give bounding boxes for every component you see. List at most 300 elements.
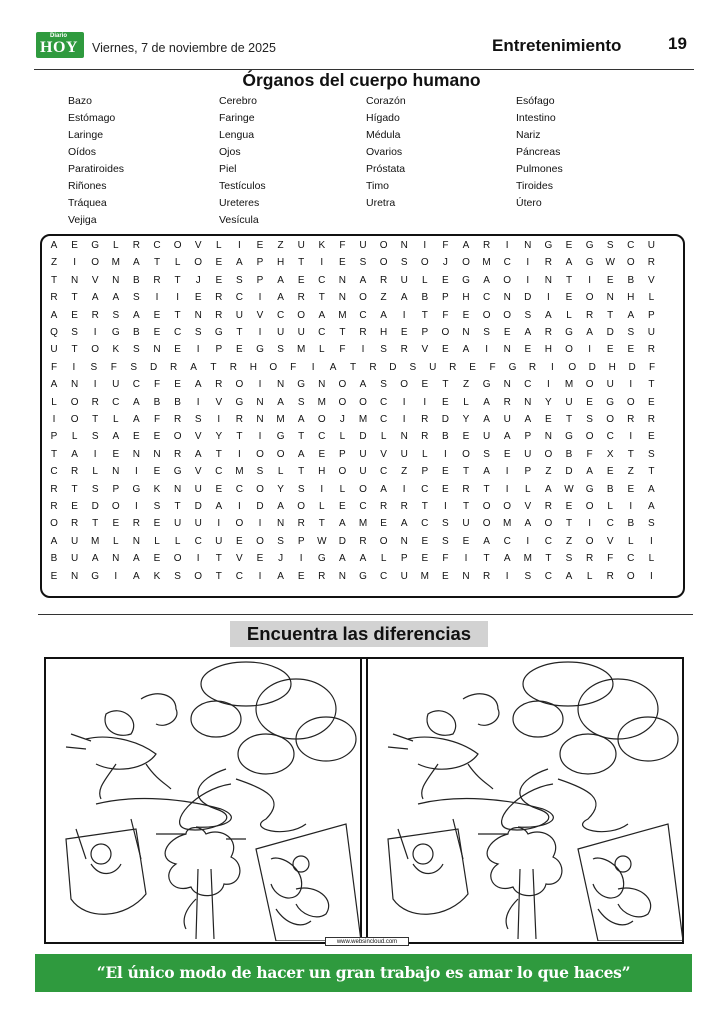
grid-letter: T <box>607 309 614 321</box>
grid-letter: A <box>133 257 140 269</box>
grid-letter: I <box>547 379 550 391</box>
grid-letter: E <box>421 535 429 547</box>
grid-letter: G <box>359 570 367 582</box>
grid-letter: E <box>153 327 161 338</box>
grid-letter: E <box>380 518 387 530</box>
grid-letter: S <box>606 240 614 251</box>
grid-letter: T <box>565 518 573 530</box>
grid-letter: T <box>565 274 573 286</box>
grid-letter: L <box>113 535 119 547</box>
grid-letter: T <box>92 518 99 530</box>
grid-letter: V <box>91 274 99 286</box>
grid-letter: M <box>564 379 574 391</box>
grid-letter: F <box>153 414 161 425</box>
grid-letter: O <box>235 518 244 530</box>
grid-letter: C <box>379 414 388 425</box>
grid-letter: R <box>379 274 388 286</box>
grid-letter: R <box>91 309 99 321</box>
grid-letter: C <box>482 292 491 304</box>
grid-letter: I <box>650 535 653 547</box>
grid-letter: O <box>256 535 264 547</box>
grid-letter: C <box>318 327 326 338</box>
grid-letter: B <box>174 396 181 408</box>
grid-letter: T <box>71 483 78 495</box>
grid-letter: J <box>442 257 448 269</box>
grid-letter: U <box>359 448 367 460</box>
grid-letter: N <box>338 274 346 286</box>
grid-letter: G <box>256 344 264 356</box>
grid-letter: T <box>153 257 161 269</box>
grid-letter: U <box>359 466 367 478</box>
spot-differences-puzzle <box>44 657 684 944</box>
grid-letter: C <box>503 535 511 547</box>
grid-letter: I <box>258 431 262 443</box>
grid-letter: E <box>421 379 429 391</box>
grid-letter: A <box>50 535 58 547</box>
grid-letter: L <box>525 483 531 495</box>
grid-letter: I <box>258 292 262 304</box>
word-list-item: Útero <box>516 197 542 209</box>
grid-letter: E <box>469 361 476 373</box>
grid-letter: E <box>627 344 635 356</box>
grid-letter: O <box>626 257 635 269</box>
grid-letter: W <box>317 535 327 547</box>
grid-letter: N <box>338 570 346 582</box>
word-list-item: Laringe <box>68 129 104 141</box>
grid-letter: A <box>359 553 367 565</box>
grid-letter: H <box>318 466 326 478</box>
grid-letter: H <box>379 327 388 338</box>
grid-letter: S <box>524 570 532 582</box>
illustration-left <box>46 659 362 941</box>
grid-letter: O <box>194 570 203 582</box>
grid-letter: R <box>91 396 99 408</box>
grid-letter: I <box>258 327 262 338</box>
grid-letter: C <box>524 379 532 391</box>
grid-letter: N <box>132 448 140 460</box>
grid-letter: U <box>112 379 120 391</box>
grid-letter: A <box>236 257 243 269</box>
grid-letter: O <box>585 379 594 391</box>
grid-letter: C <box>379 570 388 582</box>
word-list-item: Tiroides <box>516 180 553 192</box>
grid-letter: T <box>50 448 58 460</box>
grid-letter: R <box>369 361 377 373</box>
grid-letter: M <box>111 257 120 269</box>
grid-letter: R <box>379 501 388 512</box>
grid-letter: P <box>112 483 120 495</box>
grid-letter: T <box>174 309 181 321</box>
grid-letter: D <box>338 535 346 547</box>
grid-letter: T <box>339 327 346 338</box>
word-list-item: Uretra <box>366 197 396 209</box>
grid-letter: V <box>421 344 429 356</box>
grid-letter: V <box>256 309 264 321</box>
grid-letter: A <box>50 309 58 321</box>
grid-letter: T <box>174 501 181 512</box>
grid-letter: I <box>588 274 591 286</box>
grid-letter: D <box>150 361 158 373</box>
grid-letter: E <box>462 535 470 547</box>
grid-letter: O <box>317 414 326 425</box>
grid-letter: O <box>359 396 367 408</box>
grid-letter: R <box>359 327 367 338</box>
grid-letter: V <box>606 535 614 547</box>
word-list-item: Lengua <box>219 129 255 141</box>
grid-letter: N <box>400 431 408 443</box>
word-list-item: Médula <box>366 129 401 141</box>
grid-letter: C <box>276 309 285 321</box>
grid-letter: O <box>173 431 182 443</box>
newspaper-logo <box>36 32 84 58</box>
grid-letter: R <box>50 501 58 512</box>
grid-letter: B <box>153 396 161 408</box>
word-list-item: Ojos <box>219 146 241 158</box>
grid-letter: F <box>290 361 297 373</box>
grid-letter: L <box>339 483 346 495</box>
grid-letter: E <box>442 466 449 478</box>
grid-letter: I <box>135 501 138 512</box>
grid-letter: L <box>380 431 387 443</box>
grid-letter: O <box>276 448 285 460</box>
grid-letter: T <box>318 518 325 530</box>
grid-letter: O <box>379 240 388 251</box>
grid-letter: B <box>133 274 140 286</box>
grid-letter: C <box>379 396 388 408</box>
grid-letter: T <box>565 414 573 425</box>
grid-letter: E <box>174 379 181 391</box>
grid-letter: G <box>91 570 100 582</box>
grid-letter: A <box>380 309 387 321</box>
grid-letter: O <box>482 309 491 321</box>
grid-letter: A <box>339 518 346 530</box>
grid-letter: R <box>50 292 58 304</box>
grid-letter: E <box>215 274 223 286</box>
grid-letter: B <box>627 274 635 286</box>
grid-letter: D <box>194 501 202 512</box>
grid-letter: R <box>173 414 182 425</box>
grid-letter: Z <box>462 379 470 391</box>
grid-letter: A <box>483 396 490 408</box>
illustration-right <box>366 659 682 941</box>
grid-letter: U <box>194 518 202 530</box>
grid-letter: Z <box>545 466 552 478</box>
grid-letter: U <box>400 570 408 582</box>
grid-letter: A <box>50 379 58 391</box>
grid-letter: C <box>194 535 202 547</box>
grid-letter: W <box>605 257 615 269</box>
grid-letter: K <box>153 570 161 582</box>
grid-letter: I <box>402 483 406 495</box>
cartoon-scene-right-illustration <box>368 659 684 941</box>
grid-letter: C <box>173 327 182 338</box>
word-list-item: Corazón <box>366 95 406 107</box>
grid-letter: U <box>400 274 408 286</box>
grid-letter: N <box>400 535 408 547</box>
word-list-item: Faringe <box>219 112 255 124</box>
grid-letter: L <box>174 257 181 269</box>
grid-letter: U <box>70 535 79 547</box>
grid-letter: O <box>379 257 388 269</box>
grid-letter: E <box>215 257 223 269</box>
grid-letter: A <box>524 518 532 530</box>
grid-letter: S <box>627 327 635 338</box>
grid-letter: E <box>236 344 243 356</box>
grid-letter: R <box>647 414 655 425</box>
grid-letter: O <box>585 292 594 304</box>
grid-letter: E <box>400 327 408 338</box>
grid-letter: Z <box>565 535 573 547</box>
grid-letter: C <box>235 483 243 495</box>
grid-letter: M <box>338 309 347 321</box>
grid-letter: O <box>111 501 120 512</box>
grid-letter: Z <box>401 466 408 478</box>
grid-letter: V <box>194 466 202 478</box>
grid-letter: S <box>71 327 78 338</box>
grid-letter: J <box>195 274 201 286</box>
grid-letter: O <box>70 414 79 425</box>
grid-letter: G <box>482 379 491 391</box>
grid-letter: R <box>544 501 552 512</box>
grid-letter: I <box>238 448 241 460</box>
grid-letter: N <box>544 274 552 286</box>
grid-letter: S <box>277 535 284 547</box>
grid-letter: S <box>256 466 264 478</box>
grid-letter: E <box>71 501 78 512</box>
grid-letter: Y <box>277 483 284 495</box>
word-list-item: Paratiroides <box>68 163 125 175</box>
grid-letter: I <box>464 553 468 565</box>
grid-letter: C <box>318 431 326 443</box>
grid-letter: N <box>462 327 470 338</box>
grid-letter: E <box>153 553 161 565</box>
grid-letter: C <box>50 466 58 478</box>
grid-letter: U <box>429 361 437 373</box>
grid-letter: E <box>442 396 449 408</box>
grid-letter: U <box>503 414 511 425</box>
logo-main-text: HOY <box>40 39 78 56</box>
grid-letter: I <box>629 379 633 391</box>
grid-letter: P <box>648 309 655 321</box>
grid-letter: I <box>526 535 530 547</box>
logo-small-text: Diario <box>50 33 68 39</box>
grid-letter: G <box>606 396 615 408</box>
grid-letter: S <box>297 396 305 408</box>
grid-letter: C <box>318 274 326 286</box>
grid-letter: C <box>132 379 140 391</box>
grid-letter: T <box>462 501 470 512</box>
grid-letter: B <box>133 327 140 338</box>
grid-letter: D <box>256 501 264 512</box>
grid-letter: R <box>297 518 305 530</box>
grid-letter: A <box>400 292 408 304</box>
grid-letter: I <box>526 274 530 286</box>
grid-letter: V <box>215 396 223 408</box>
grid-letter: T <box>627 448 634 460</box>
grid-letter: A <box>297 414 305 425</box>
grid-letter: U <box>173 518 182 530</box>
grid-letter: O <box>338 466 347 478</box>
grid-letter: G <box>235 396 244 408</box>
grid-letter: I <box>258 379 262 391</box>
grid-letter: N <box>153 344 161 356</box>
grid-letter: P <box>400 553 408 565</box>
grid-letter: O <box>173 553 182 565</box>
grid-letter: A <box>462 344 470 356</box>
grid-letter: N <box>338 292 346 304</box>
grid-letter: A <box>565 570 573 582</box>
word-list-item: Vesícula <box>219 214 259 226</box>
grid-letter: E <box>153 309 161 321</box>
grid-letter: S <box>648 448 655 460</box>
grid-letter: O <box>606 414 615 425</box>
word-list-item: Piel <box>219 163 237 175</box>
grid-letter: T <box>421 309 428 321</box>
grid-letter: A <box>215 501 223 512</box>
grid-letter: S <box>297 483 305 495</box>
grid-letter: R <box>235 414 243 425</box>
grid-letter: A <box>277 570 284 582</box>
grid-letter: T <box>298 431 305 443</box>
grid-letter: A <box>462 240 470 251</box>
grid-letter: A <box>627 309 635 321</box>
grid-letter: O <box>503 274 512 286</box>
grid-letter: E <box>153 431 161 443</box>
grid-letter: N <box>544 431 552 443</box>
grid-letter: R <box>173 448 182 460</box>
grid-letter: R <box>132 518 140 530</box>
grid-letter: I <box>402 396 406 408</box>
grid-letter: G <box>132 483 141 495</box>
grid-letter: P <box>215 344 223 356</box>
grid-letter: L <box>174 535 181 547</box>
grid-letter: B <box>627 518 635 530</box>
grid-letter: I <box>72 361 76 373</box>
grid-letter: I <box>258 518 262 530</box>
word-list-item: Páncreas <box>516 146 561 158</box>
grid-letter: D <box>389 361 397 373</box>
grid-letter: G <box>297 379 306 391</box>
grid-letter: E <box>318 448 326 460</box>
grid-letter: A <box>359 379 367 391</box>
grid-letter: S <box>153 501 161 512</box>
grid-letter: O <box>50 518 58 530</box>
grid-letter: E <box>648 396 655 408</box>
grid-letter: S <box>380 344 387 356</box>
grid-letter: Y <box>545 396 552 408</box>
grid-letter: I <box>423 240 427 251</box>
grid-letter: M <box>317 396 326 408</box>
grid-letter: R <box>132 240 140 251</box>
grid-letter: E <box>50 570 58 582</box>
grid-letter: O <box>565 344 573 356</box>
grid-letter: E <box>606 344 614 356</box>
grid-letter: S <box>133 344 140 356</box>
grid-letter: E <box>153 518 161 530</box>
grid-letter: C <box>235 292 243 304</box>
quote-banner <box>35 954 692 992</box>
grid-letter: E <box>462 309 470 321</box>
grid-letter: A <box>71 448 78 460</box>
grid-letter: N <box>132 535 140 547</box>
grid-letter: H <box>544 344 552 356</box>
grid-letter: E <box>71 309 78 321</box>
grid-letter: A <box>277 292 284 304</box>
grid-letter: S <box>194 327 202 338</box>
grid-letter: E <box>194 292 202 304</box>
grid-letter: A <box>133 414 140 425</box>
grid-letter: T <box>236 431 243 443</box>
grid-letter: S <box>194 414 202 425</box>
grid-letter: P <box>421 466 429 478</box>
grid-letter: G <box>111 327 120 338</box>
grid-letter: I <box>93 379 97 391</box>
grid-letter: G <box>544 240 553 251</box>
grid-letter: D <box>588 361 596 373</box>
grid-letter: L <box>566 309 572 321</box>
grid-letter: C <box>359 501 367 512</box>
grid-letter: M <box>503 518 512 530</box>
word-list-item: Ureteres <box>219 197 260 209</box>
grid-letter: F <box>442 309 449 321</box>
grid-letter: N <box>112 274 120 286</box>
grid-letter: O <box>359 292 367 304</box>
grid-letter: O <box>70 396 79 408</box>
grid-letter: I <box>629 431 633 443</box>
grid-letter: R <box>627 414 635 425</box>
grid-letter: E <box>565 501 573 512</box>
grid-letter: U <box>524 448 532 460</box>
grid-letter: A <box>277 501 284 512</box>
grid-letter: S <box>91 483 99 495</box>
grid-letter: U <box>482 431 491 443</box>
grid-letter: I <box>176 292 179 304</box>
grid-letter: C <box>235 570 243 582</box>
grid-letter: C <box>379 466 388 478</box>
word-list-item: Vejiga <box>68 214 97 226</box>
grid-letter: O <box>462 257 470 269</box>
grid-letter: R <box>421 431 429 443</box>
grid-letter: I <box>196 553 200 565</box>
grid-letter: E <box>503 327 511 338</box>
grid-letter: V <box>380 448 387 460</box>
grid-letter: L <box>92 466 98 478</box>
grid-letter: E <box>174 344 181 356</box>
grid-letter: O <box>194 257 203 269</box>
grid-letter: I <box>588 518 591 530</box>
grid-letter: V <box>194 431 202 443</box>
grid-letter: H <box>249 361 257 373</box>
grid-letter: I <box>588 344 591 356</box>
grid-letter: Y <box>215 431 223 443</box>
grid-letter: A <box>648 483 655 495</box>
grid-letter: O <box>256 483 264 495</box>
grid-letter: L <box>113 414 119 425</box>
grid-letter: P <box>524 431 532 443</box>
grid-letter: R <box>421 414 429 425</box>
grid-letter: E <box>627 483 635 495</box>
grid-letter: I <box>444 501 447 512</box>
grid-letter: F <box>607 553 614 565</box>
grid-letter: G <box>276 431 285 443</box>
grid-letter: M <box>358 518 368 530</box>
grid-letter: E <box>524 344 532 356</box>
grid-letter: A <box>297 448 305 460</box>
grid-letter: E <box>648 431 655 443</box>
grid-letter: E <box>442 570 449 582</box>
grid-letter: I <box>238 501 241 512</box>
grid-letter: I <box>73 257 76 269</box>
